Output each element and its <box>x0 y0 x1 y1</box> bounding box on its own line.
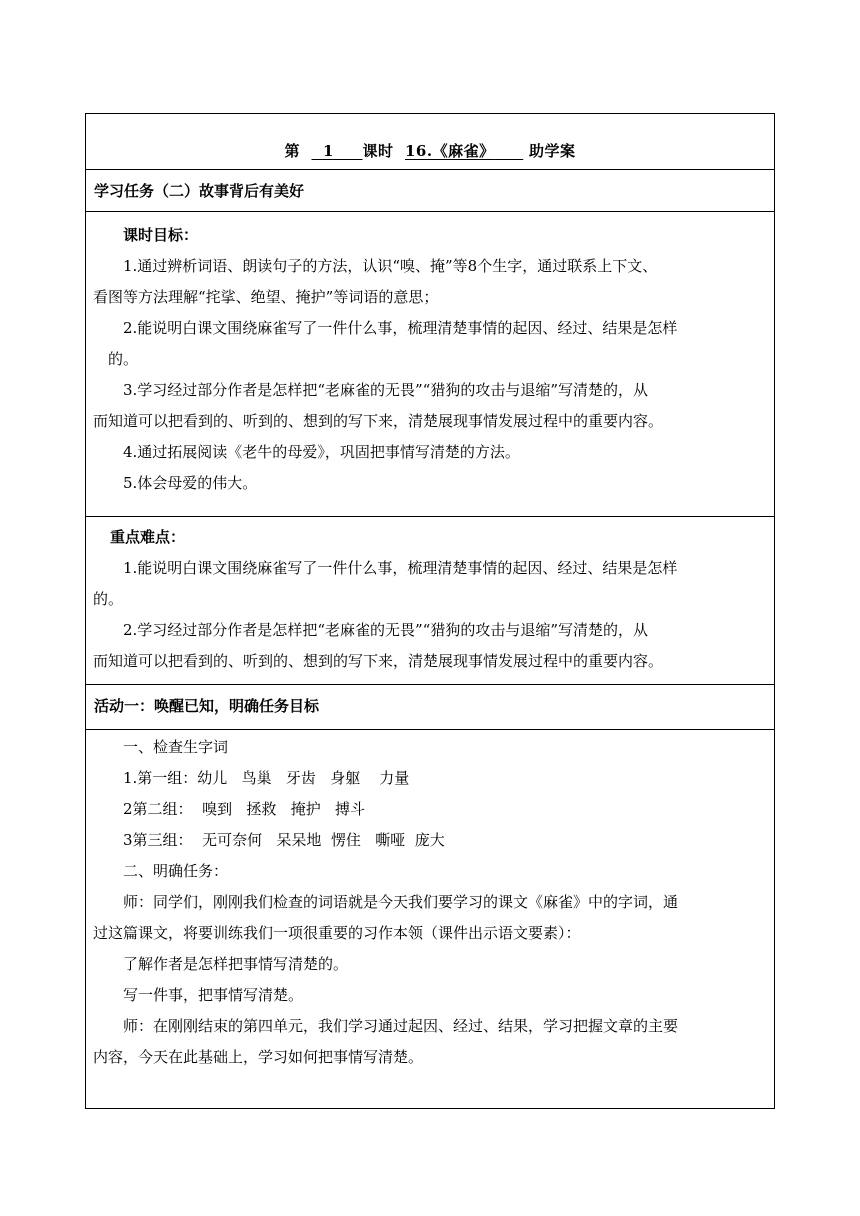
content-line: 1.第一组：幼儿 鸟巢 牙齿 身躯 力量 <box>123 769 410 787</box>
goal-line: 的。 <box>108 350 139 368</box>
key-point-line: 的。 <box>93 590 124 608</box>
task-row <box>86 170 774 212</box>
key-point-line: 1.能说明白课文围绕麻雀写了一件什么事，梳理清楚事情的起因、经过、结果是怎样 <box>123 559 678 577</box>
lesson-plan-table <box>85 113 775 1109</box>
page-title <box>86 140 774 161</box>
title-unit: 课时 <box>362 142 394 160</box>
goal-line: 而知道可以把看到的、听到的、想到的写下来，清楚展现事情发展过程中的重要内容。 <box>93 412 664 430</box>
content-line: 师：在刚刚结束的第四单元，我们学习通过起因、经过、结果，学习把握文章的主要 <box>123 1017 679 1035</box>
content-line: 二、明确任务： <box>123 862 229 880</box>
goal-line: 1.通过辨析词语、朗读句子的方法，认识“嗅、掩”等8个生字，通过联系上下文、 <box>123 257 658 275</box>
content-line: 内容，今天在此基础上，学习如何把事情写清楚。 <box>93 1048 424 1066</box>
goal-line: 5.体会母爱的伟大。 <box>123 474 258 492</box>
title-prefix: 第 <box>284 142 301 160</box>
key-point-line: 2.学习经过部分作者是怎样把“老麻雀的无畏”“猎狗的攻击与退缩”写清楚的，从 <box>123 621 648 639</box>
goal-line: 4.通过拓展阅读《老牛的母爱》，巩固把事情写清楚的方法。 <box>123 443 520 461</box>
goal-line: 看图等方法理解“挓挲、绝望、掩护”等词语的意思； <box>93 288 439 306</box>
lesson-number: 1 <box>322 142 334 160</box>
goals-heading: 课时目标： <box>123 226 199 244</box>
title-row <box>86 114 774 170</box>
key-points-section <box>86 517 774 685</box>
lesson-title: 16.《麻雀》 <box>404 142 495 160</box>
content-line: 3第三组： 无可奈何 呆呆地 愣住 嘶哑 庞大 <box>123 831 445 849</box>
activity1-content <box>86 730 774 1108</box>
goal-line: 3.学习经过部分作者是怎样把“老麻雀的无畏”“猎狗的攻击与退缩”写清楚的，从 <box>123 381 648 399</box>
content-line: 2第二组： 嗅到 拯救 掩护 搏斗 <box>123 800 365 818</box>
key-points-heading: 重点难点： <box>110 528 186 546</box>
content-line: 过这篇课文，将要训练我们一项很重要的习作本领（课件出示语文要素）： <box>93 924 581 942</box>
task-heading: 学习任务（二）故事背后有美好 <box>94 182 305 200</box>
content-line: 师：同学们，刚刚我们检查的词语就是今天我们要学习的课文《麻雀》中的字词，通 <box>123 893 679 911</box>
goals-section <box>86 212 774 517</box>
content-line: 一、检查生字词 <box>123 738 229 756</box>
content-line: 了解作者是怎样把事情写清楚的。 <box>123 955 349 973</box>
activity1-title: 活动一：唤醒已知，明确任务目标 <box>94 697 320 715</box>
activity1-row <box>86 685 774 730</box>
content-line: 写一件事，把事情写清楚。 <box>123 986 304 1004</box>
title-suffix: 助学案 <box>528 142 576 160</box>
key-point-line: 而知道可以把看到的、听到的、想到的写下来，清楚展现事情发展过程中的重要内容。 <box>93 652 664 670</box>
goal-line: 2.能说明白课文围绕麻雀写了一件什么事，梳理清楚事情的起因、经过、结果是怎样 <box>123 319 678 337</box>
